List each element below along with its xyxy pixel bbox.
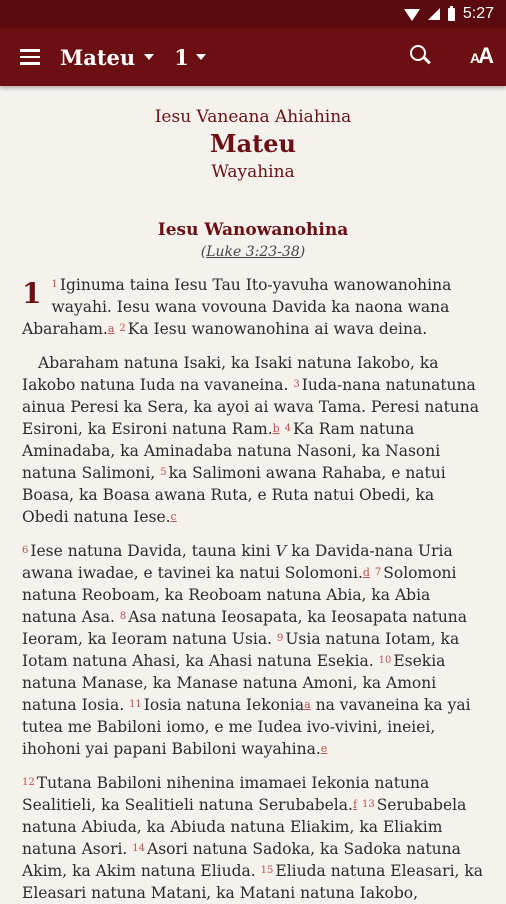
footnote-link[interactable]: c	[170, 510, 177, 523]
chevron-down-icon	[196, 54, 206, 60]
footnote-link[interactable]: a	[107, 322, 115, 335]
status-time: 5:27	[462, 5, 494, 22]
signal-icon	[428, 8, 440, 20]
footnote-link[interactable]: f	[352, 798, 358, 811]
book-title: Mateu	[210, 129, 296, 158]
book-label: Mateu	[60, 44, 136, 70]
text-size-button[interactable]: AA	[469, 43, 492, 68]
section-title: Iesu Wanowanohina	[157, 220, 349, 240]
footnote-link[interactable]: V	[275, 542, 287, 560]
paragraph: $^{12}$ Tutana Babiloni nihenina imamaei Iekonia natuna Sealitieli, ka Sealitieli natuna Serubabela.$^f$ $^{13}$ Serubabela natuna Abiuda, ka Abiuda natuna Eliakim, ka Eliakim natuna Asori. $^{14}$ Asori natuna Sadoka, ka Sadoka natuna Akim, ka Akim natuna Eliuda. $^{15}$ Eliuda natuna Eleasari, ka Eleasari natuna Matani, ka Matani natuna Iakobo,	[22, 774, 484, 902]
status-bar	[0, 0, 506, 28]
footnote-link[interactable]: d	[362, 566, 370, 579]
wifi-icon	[404, 9, 420, 21]
cross-reference[interactable]: (Luke 3:23-38)	[200, 244, 306, 260]
app-bar	[0, 28, 506, 86]
chapter-selector[interactable]	[174, 45, 206, 70]
chapter-number: 1	[22, 277, 42, 310]
footnote-link[interactable]: b	[272, 422, 280, 435]
footnote-link[interactable]: a	[304, 698, 311, 711]
paragraph: Abaraham natuna Isaki, ka Isaki natuna Iakobo, ka Iakobo natuna Iuda na vavaneina. $^3$ Iuda-nana natunatuna ainua Peresi ka Sera, ka ayoi ai wava Tama. Peresi natuna Esironi, ka Esironi natuna Ram.$^b$ $^4$ Ka Ram natuna Aminadaba, ka Aminadaba natuna Nasoni, ka Nasoni natuna Salimoni, $^5$ ka Salimoni awana Rahaba, e natui Boasa, ka Boasa awana Ruta, e Ruta natui Obedi, ka Obedi natuna Iese.$^c$	[22, 354, 480, 526]
paragraph: $^6$ Iese natuna Davida, tauna kini V ka Davida-nana Uria awana iwadae, e tavinei ka natui Solomoni.$^d$ $^7$ Solomoni natuna Reoboam, ka Reoboam natuna Abia, ka Abia natuna Asa. $^8$ Asa natuna Ieosapata, ka Ieosapata natuna Ieoram, ka Ieoram natuna Usia. $^9$ Usia natuna Iotam, ka Iotam natuna Ahasi, ka Ahasi natuna Esekia. $^{10}$ Esekia natuna Manase, ka Manase natuna Amoni, ka Amoni natuna Iosia. $^{11}$ Iosia natuna Iekonia$^a$ na vavaneina ka yai tutea me Babiloni iomo, e me Iudea ivo-vivini, ineiei, ihohoni yai papani Babiloni wayahina.$^e$	[22, 542, 471, 758]
book-selector[interactable]	[60, 45, 154, 70]
chapter-label: 1	[174, 44, 189, 70]
chevron-down-icon	[144, 54, 154, 60]
reader-content	[0, 107, 506, 904]
search-button[interactable]	[408, 43, 436, 71]
paragraph: 1 $^1$ Iginuma taina Iesu Tau Ito-yavuha wanowanohina wayahi. Iesu wana vovouna Davida ka naona wana Abaraham.$^a$ $^2$ Ka Iesu wanowanohina ai wava deina.	[22, 276, 452, 338]
battery-icon	[448, 8, 455, 21]
footnote-link[interactable]: e	[320, 742, 328, 755]
menu-button[interactable]	[0, 28, 60, 86]
book-heading-1: Iesu Vaneana Ahiahina	[154, 107, 352, 127]
book-heading-3: Wayahina	[211, 162, 295, 182]
